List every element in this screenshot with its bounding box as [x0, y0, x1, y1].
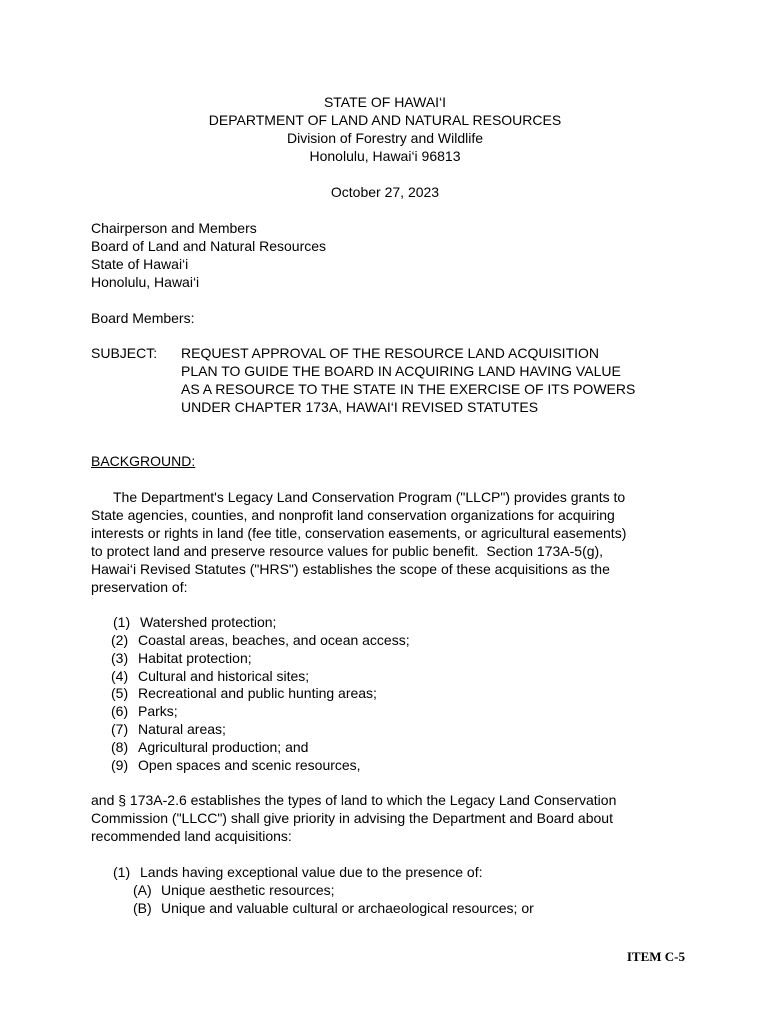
sub-item: Unique aesthetic resources;: [161, 882, 335, 898]
sub-item: Unique and valuable cultural or archaeological resources; or: [161, 900, 534, 916]
paragraph-line: preservation of:: [91, 579, 188, 595]
addressee-line: State of Hawai‘i: [91, 256, 189, 272]
sub-item-number: (B): [133, 900, 152, 916]
subject-label: SUBJECT:: [91, 345, 158, 361]
list-item-number: (1): [113, 614, 131, 630]
list-item-number: (8): [111, 739, 129, 755]
list-item-number: (1): [113, 864, 131, 880]
list-item: Habitat protection;: [138, 650, 252, 666]
header-state: STATE OF HAWAI‘I: [323, 94, 447, 110]
addressee-line: Board of Land and Natural Resources: [91, 238, 327, 254]
subject-line: AS A RESOURCE TO THE STATE IN THE EXERCISE OF ITS POWERS: [181, 381, 636, 397]
document-date: October 27, 2023: [330, 184, 440, 200]
list-item: Cultural and historical sites;: [138, 668, 310, 684]
paragraph-line: and § 173A-2.6 establishes the types of land to which the Legacy Land Conservation: [91, 792, 617, 808]
list-item-number: (4): [111, 668, 129, 684]
addressee-line: Honolulu, Hawai‘i: [91, 274, 200, 290]
list-item-number: (6): [111, 703, 129, 719]
paragraph-line: Commission ("LLCC") shall give priority in advising the Department and Board about: [91, 810, 613, 826]
paragraph-line: interests or rights in land (fee title, conservation easements, or agricultural easements): [91, 525, 627, 541]
list-item: Watershed protection;: [140, 614, 277, 630]
list-item-number: (5): [111, 685, 129, 701]
paragraph-line: State agencies, counties, and nonprofit land conservation organizations for acquiring: [91, 507, 615, 523]
paragraph-line: Hawai‘i Revised Statutes ("HRS") establishes the scope of these acquisitions as the: [91, 561, 610, 577]
subject-line: PLAN TO GUIDE THE BOARD IN ACQUIRING LAND HAVING VALUE: [181, 363, 621, 379]
list-item: Agricultural production; and: [138, 739, 309, 755]
list-item-number: (9): [111, 757, 129, 773]
header-division: Division of Forestry and Wildlife: [286, 130, 484, 146]
addressee-line: Chairperson and Members: [91, 220, 257, 236]
sub-item-number: (A): [133, 882, 152, 898]
list-item-number: (3): [111, 650, 129, 666]
salutation: Board Members:: [91, 310, 195, 326]
background-heading: BACKGROUND:: [91, 453, 196, 469]
subject-line: UNDER CHAPTER 173A, HAWAI‘I REVISED STATUTES: [181, 399, 539, 415]
list-item: Recreational and public hunting areas;: [138, 685, 377, 701]
list-item: Lands having exceptional value due to the presence of:: [140, 864, 483, 880]
list-item-number: (7): [111, 721, 129, 737]
list-item: Open spaces and scenic resources,: [138, 757, 361, 773]
list-item: Coastal areas, beaches, and ocean access;: [138, 632, 410, 648]
list-item-number: (2): [111, 632, 129, 648]
paragraph-line: to protect land and preserve resource values for public benefit. Section 173A-5(g),: [91, 543, 604, 559]
subject-line: REQUEST APPROVAL OF THE RESOURCE LAND ACQUISITION: [181, 345, 600, 361]
list-item: Parks;: [138, 703, 178, 719]
paragraph-line: recommended land acquisitions:: [91, 828, 292, 844]
list-item: Natural areas;: [138, 721, 226, 737]
header-city: Honolulu, Hawai‘i 96813: [309, 148, 461, 164]
header-department: DEPARTMENT OF LAND AND NATURAL RESOURCES: [208, 112, 562, 128]
item-number-footer: ITEM C-5: [626, 949, 685, 964]
paragraph-line: The Department's Legacy Land Conservation Program ("LLCP") provides grants to: [113, 489, 626, 505]
